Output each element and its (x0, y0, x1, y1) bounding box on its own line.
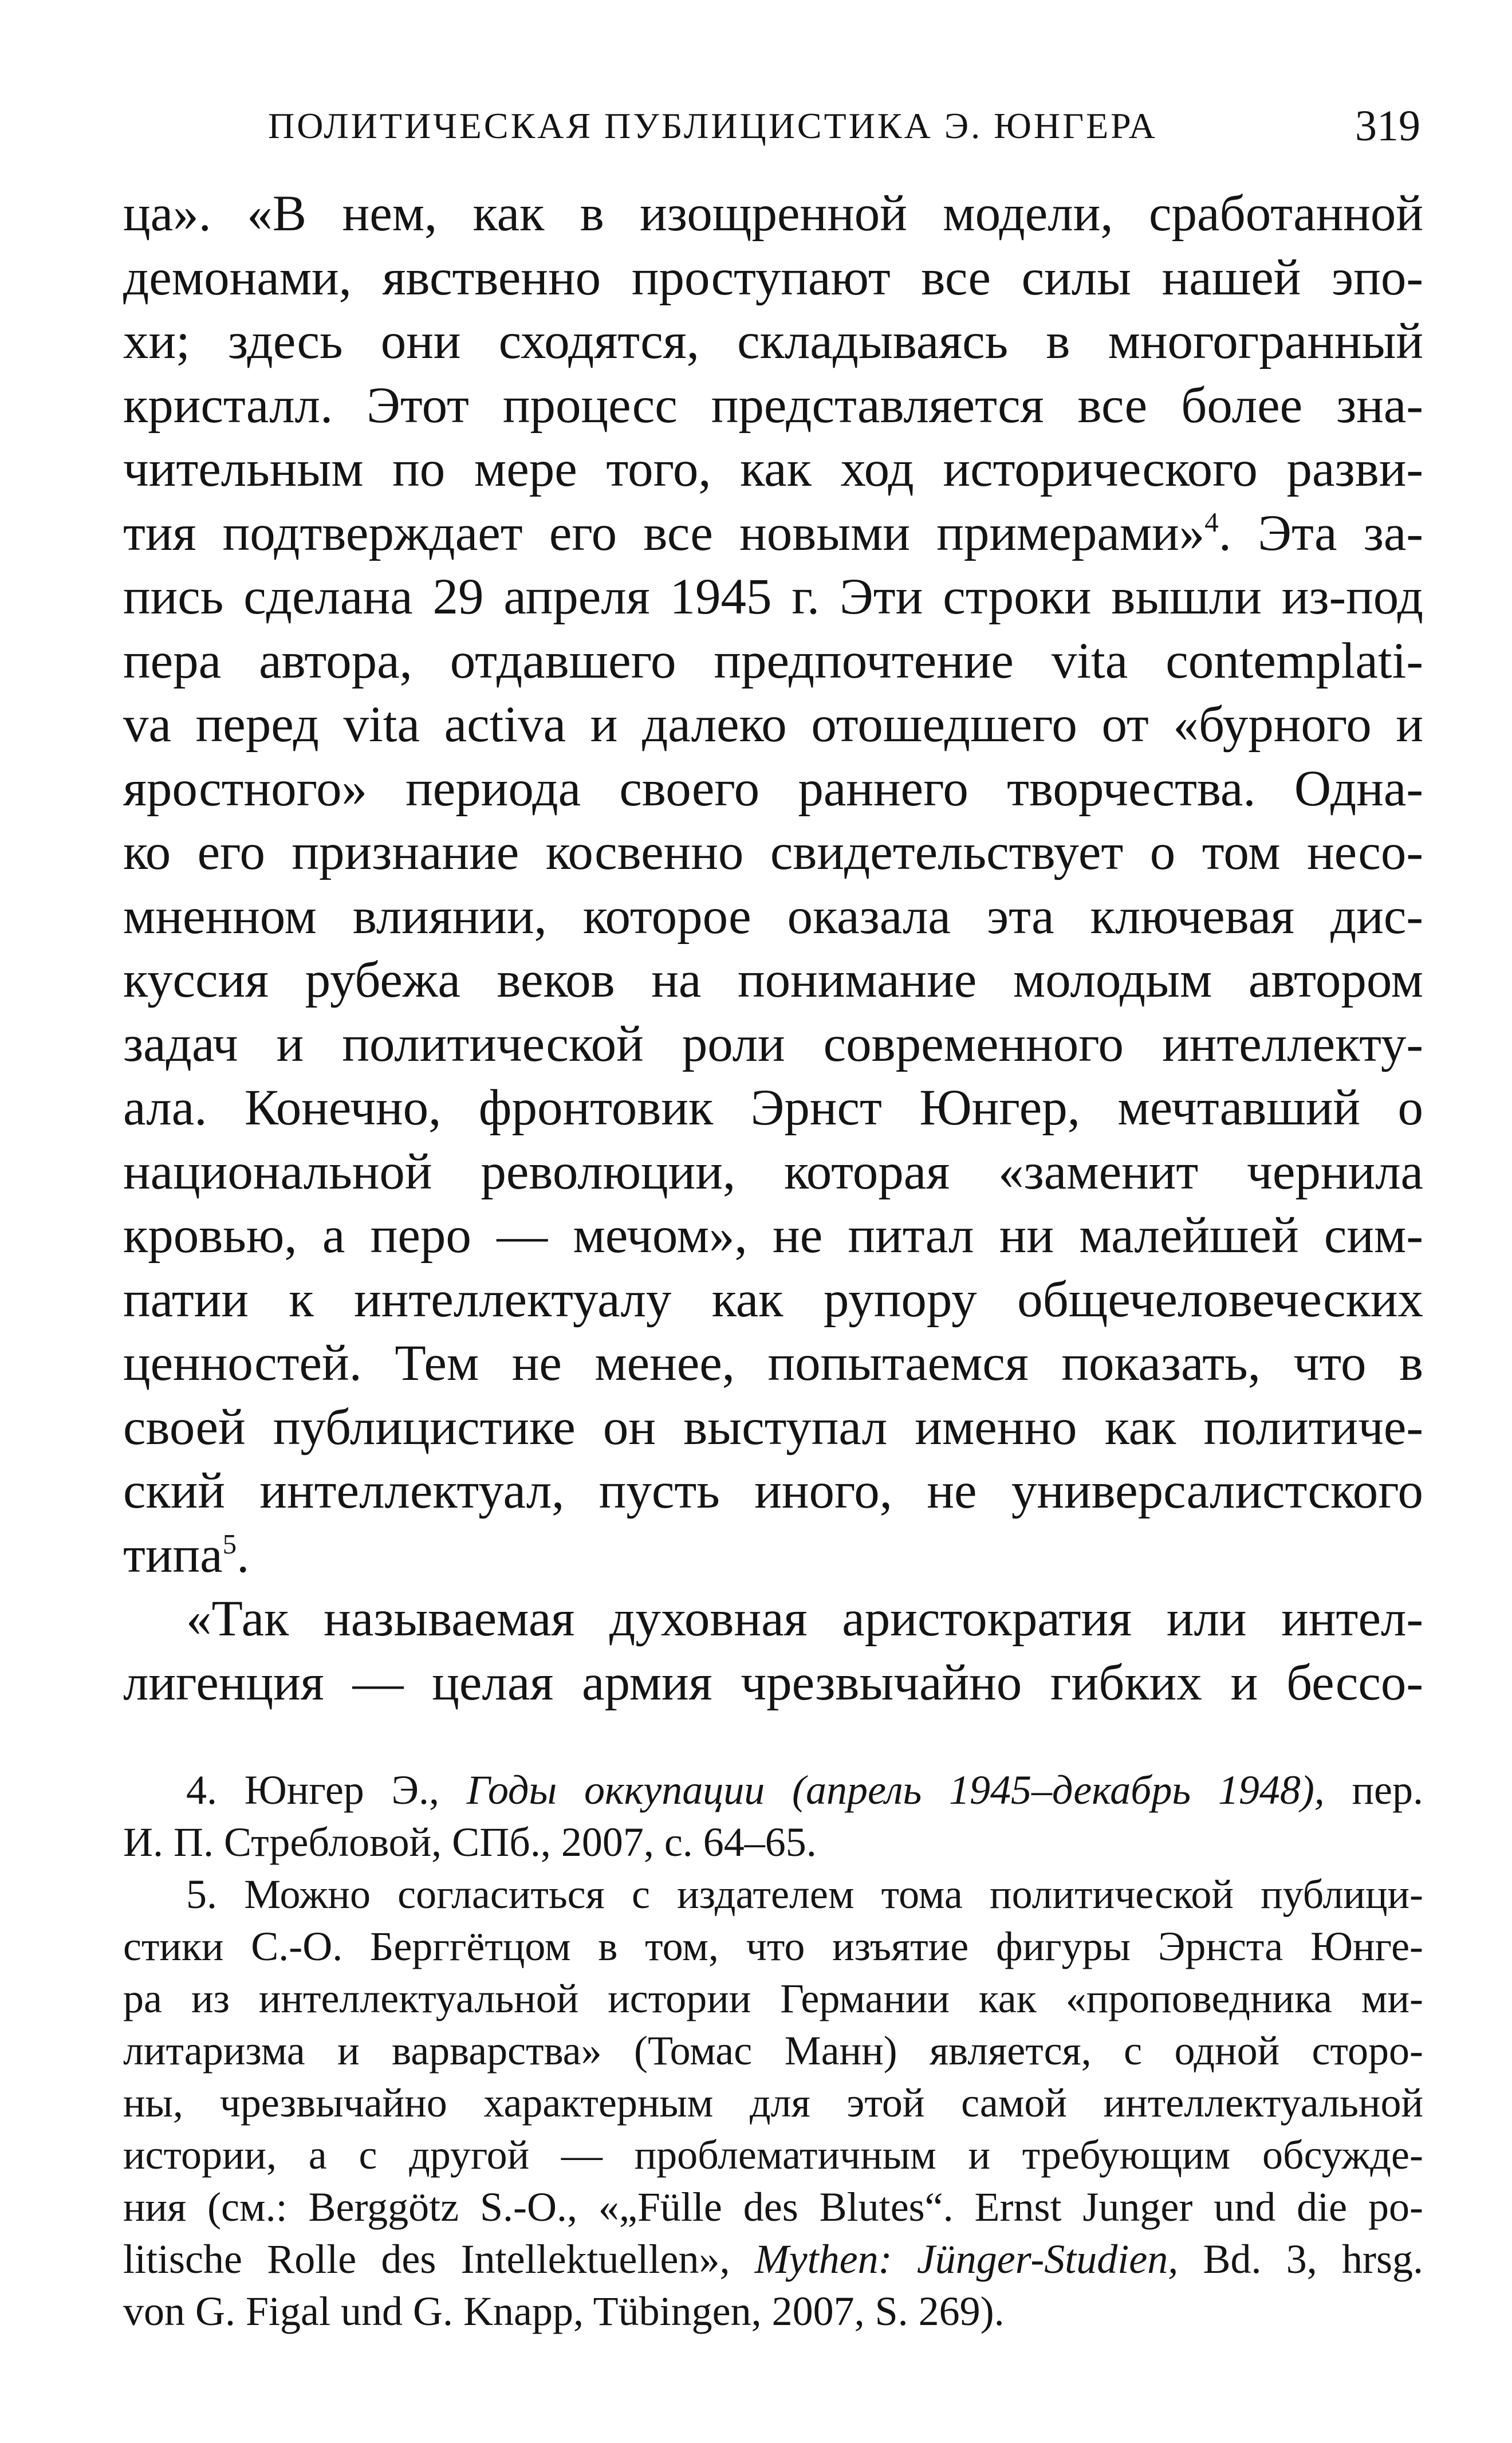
footnote-5-line: ны, чрезвычайно характерным для этой самой интеллектуальной (123, 2080, 1423, 2126)
text-line: пера автора, отдавшего предпочтение vita contemplati- (123, 632, 1423, 689)
footnote-title: Mythen: Jünger-Studien, (754, 2236, 1179, 2282)
running-title: ПОЛИТИЧЕСКАЯ ПУБЛИЦИСТИКА Э. ЮНГЕРА (268, 105, 1157, 146)
footnote-5-line: литаризма и варварства» (Томас Манн) является, с одной сторо- (123, 2028, 1423, 2074)
footnotes (123, 1764, 1423, 2338)
text-line-tail: . (237, 1527, 250, 1583)
footnote-5-line (123, 1868, 1423, 1921)
text-line: кровью, а перо — мечом», не питал ни малейшей сим- (123, 1207, 1423, 1264)
footnote-author: Юнгер Э., (244, 1767, 440, 1813)
text-line: пись сделана 29 апреля 1945 г. Эти строки вышли из-под (123, 569, 1423, 625)
text-line: патии к интеллектуалу как рупору общечеловеческих (123, 1271, 1423, 1328)
footnote-5-line: стики С.-О. Берггётцом в том, что изъятие фигуры Эрнста Юнге- (123, 1923, 1423, 1969)
paragraph-first-line: «Так называемая духовная аристократия или интел- (186, 1591, 1423, 1647)
footnote-4-line: И. П. Стребловой, СПб., 2007, с. 64–65. (123, 1819, 817, 1865)
text-line: яростного» периода своего раннего творчества. Одна- (123, 760, 1423, 817)
footnote-5-line: von G. Figal und G. Knapp, Tübingen, 2007, S. 269). (123, 2288, 1005, 2334)
text-line-start: тия подтверждает его все новыми примерами» (123, 505, 1205, 561)
text-line: чительным по мере того, как ход исторического разви- (123, 441, 1423, 497)
footnote-text: litische Rolle des Intellektuellen», (123, 2236, 730, 2282)
footnote-marker: 5. (186, 1871, 217, 1917)
footnote-text: пер. (1352, 1767, 1424, 1813)
footnote-5-line: ра из интеллектуальной истории Германии как «проповедника ми- (123, 1976, 1423, 2021)
text-line-start: типа (123, 1527, 223, 1583)
text-line: демонами, явственно проступают все силы нашей эпо- (123, 249, 1423, 306)
text-line: ца». «В нем, как в изощренной модели, сработанной (123, 186, 1423, 242)
footnote-5-line: ния (см.: Berggötz S.-O., «„Fülle des Blutes“. Ernst Junger und die po- (123, 2184, 1423, 2230)
footnote-title: Годы оккупации (апрель 1945–декабрь 1948), (466, 1767, 1325, 1813)
text-line: своей публицистике он выступал именно как политиче- (123, 1399, 1423, 1455)
footnote-ref-5: 5 (222, 1528, 237, 1560)
text-line: ский интеллектуал, пусть иного, не универсалистского (123, 1463, 1423, 1519)
footnote-5-line: истории, а с другой — проблематичным и требующим обсужде- (123, 2132, 1423, 2178)
text-line: хи; здесь они сходятся, складываясь в многогранный (123, 313, 1423, 369)
text-line: куссия рубежа веков на понимание молодым автором (123, 952, 1423, 1008)
footnote-5-line (123, 2233, 1423, 2285)
page-number: 319 (1355, 102, 1420, 150)
footnote-marker: 4. (186, 1767, 217, 1813)
footnote-4-line (123, 1764, 1423, 1816)
text-line (123, 1524, 1423, 1588)
text-line: va перед vita activa и далеко отошедшего от «бурного и (123, 697, 1423, 753)
text-line: мненном влиянии, которое оказала эта ключевая дис- (123, 888, 1423, 945)
text-line: ценностей. Тем не менее, попытаемся показать, что в (123, 1335, 1423, 1391)
text-line: ала. Конечно, фронтовик Эрнст Юнгер, мечтавший о (123, 1080, 1423, 1136)
text-line: задач и политической роли современного интеллекту- (123, 1016, 1423, 1072)
footnote-text: Можно согласиться с издателем тома политической публици- (244, 1871, 1423, 1917)
text-line-tail: . Эта за- (1218, 505, 1423, 561)
footnote-text: Bd. 3, hrsg. (1203, 2236, 1424, 2282)
text-line (123, 502, 1423, 566)
main-text (123, 182, 1423, 1715)
text-line: национальной революции, которая «заменит чернила (123, 1143, 1423, 1200)
footnote-ref-4: 4 (1204, 506, 1219, 538)
text-line: кристалл. Этот процесс представляется все более зна- (123, 377, 1423, 434)
text-line: лигенция — целая армия чрезвычайно гибких и бессо- (123, 1654, 1423, 1711)
text-line: ко его признание косвенно свидетельствует о том несо- (123, 824, 1423, 880)
